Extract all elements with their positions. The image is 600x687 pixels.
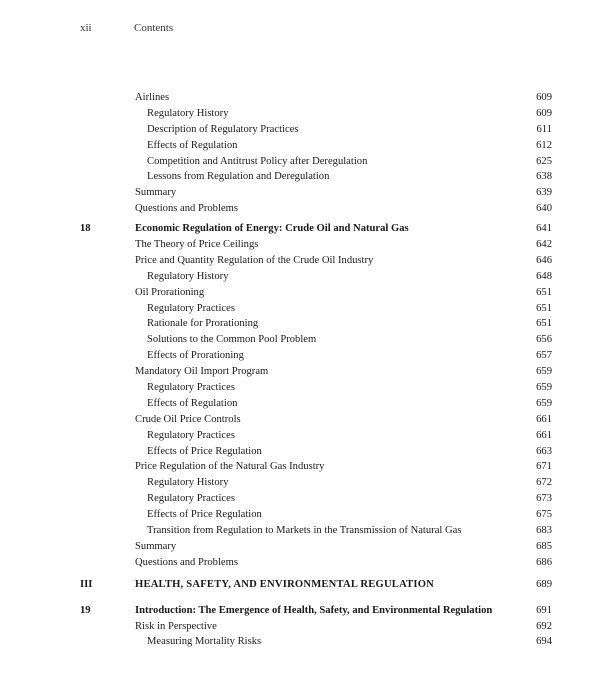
- toc-entry-title: Regulatory Practices: [147, 302, 235, 314]
- toc-entry-title: Airlines: [135, 92, 170, 103]
- toc-entry-page: 609: [536, 107, 552, 119]
- toc-entry-title: Price Regulation of the Natural Gas Industry: [135, 461, 325, 473]
- toc-section-entry: [0, 285, 600, 301]
- toc-entry-title: Questions and Problems: [135, 203, 238, 215]
- toc-entry-page: 625: [536, 155, 552, 167]
- page-header: [0, 22, 600, 38]
- toc-subsection-entry: [0, 380, 600, 396]
- toc-entry-page: 642: [536, 239, 552, 251]
- toc-entry-title: Measuring Mortality Risks: [147, 636, 262, 648]
- toc-entry-page: 648: [536, 270, 552, 282]
- toc-entry-page: 657: [536, 350, 552, 362]
- toc-entry-page: 675: [536, 509, 552, 521]
- toc-entry-page: 640: [536, 203, 552, 215]
- toc-subsection-entry: [0, 348, 600, 364]
- toc-subsection-entry: [0, 507, 600, 523]
- toc-section-entry: [0, 237, 600, 253]
- toc-subsection-entry: [0, 301, 600, 317]
- toc-subsection-entry: [0, 154, 600, 170]
- toc-entry-title: Regulatory Practices: [147, 429, 235, 441]
- toc-entry-number: III: [80, 578, 93, 590]
- toc-section-entry: [0, 412, 600, 428]
- toc-chapter-entry: [0, 603, 600, 619]
- toc-subsection-entry: [0, 428, 600, 444]
- toc-entry-title: Mandatory Oil Import Program: [135, 366, 269, 378]
- toc-entry-page: 651: [536, 318, 552, 330]
- toc-part-entry: [0, 577, 600, 593]
- toc-entry-page: 672: [536, 477, 552, 489]
- toc-entry-number: 18: [80, 223, 91, 235]
- toc-entry-title: Risk in Perspective: [135, 620, 217, 632]
- toc-entry-title: Effects of Price Regulation: [147, 509, 262, 521]
- toc-entry-title: Regulatory Practices: [147, 493, 235, 505]
- toc-section-entry: [0, 459, 600, 475]
- toc-entry-title: Solutions to the Common Pool Problem: [147, 334, 317, 346]
- toc-entry-title: Economic Regulation of Energy: Crude Oil and Natural Gas: [135, 223, 409, 235]
- toc-subsection-entry: [0, 106, 600, 122]
- toc-subsection-entry: [0, 396, 600, 412]
- toc-entry-title: Questions and Problems: [135, 556, 238, 568]
- toc-entry-page: 659: [536, 366, 552, 378]
- toc-subsection-entry: [0, 634, 600, 650]
- toc-entry-title: Effects of Regulation: [147, 397, 238, 409]
- toc-entry-page: 685: [536, 540, 552, 552]
- toc-entry-title: Regulatory History: [147, 270, 229, 282]
- toc-entry-title: Description of Regulatory Practices: [147, 123, 299, 135]
- toc-entry-title: Introduction: The Emergence of Health, Safety, and Environmental Regulation: [135, 604, 493, 616]
- toc-entry-page: 659: [536, 382, 552, 394]
- table-of-contents: [0, 90, 600, 650]
- toc-entry-title: Regulatory History: [147, 477, 229, 489]
- toc-entry-title: Crude Oil Price Controls: [135, 413, 241, 425]
- toc-entry-page: 692: [536, 620, 552, 632]
- page-number: xii: [80, 22, 92, 34]
- toc-entry-page: 694: [536, 636, 552, 648]
- toc-section-entry: [0, 90, 600, 106]
- toc-subsection-entry: [0, 169, 600, 185]
- toc-entry-page: 646: [536, 254, 552, 266]
- toc-section-entry: [0, 364, 600, 380]
- toc-section-entry: [0, 539, 600, 555]
- toc-entry-title: Effects of Price Regulation: [147, 445, 262, 457]
- toc-entry-page: 683: [536, 525, 552, 537]
- toc-subsection-entry: [0, 316, 600, 332]
- toc-subsection-entry: [0, 122, 600, 138]
- toc-entry-page: 639: [536, 187, 552, 199]
- toc-entry-page: 641: [536, 223, 552, 235]
- toc-entry-page: 671: [536, 461, 552, 473]
- toc-entry-title: Summary: [135, 540, 177, 552]
- toc-subsection-entry: [0, 491, 600, 507]
- toc-entry-title: Competition and Antitrust Policy after Deregulation: [147, 155, 368, 167]
- toc-entry-page: 651: [536, 286, 552, 298]
- toc-entry-title: Regulatory History: [147, 107, 229, 119]
- toc-entry-title: Effects of Regulation: [147, 139, 238, 151]
- toc-entry-page: 611: [536, 123, 552, 135]
- toc-entry-title: Transition from Regulation to Markets in the Transmission of Natural Gas: [147, 525, 462, 537]
- toc-entry-page: 689: [536, 578, 552, 590]
- toc-entry-title: Rationale for Prorationing: [147, 318, 259, 330]
- toc-entry-page: 673: [536, 493, 552, 505]
- toc-subsection-entry: [0, 138, 600, 154]
- toc-entry-page: 663: [536, 445, 552, 457]
- toc-chapter-entry: [0, 221, 600, 237]
- toc-entry-page: 656: [536, 334, 552, 346]
- toc-entry-page: 661: [536, 413, 552, 425]
- toc-entry-title: Lessons from Regulation and Deregulation: [147, 171, 330, 183]
- toc-entry-number: 19: [80, 604, 91, 616]
- toc-entry-page: 691: [536, 604, 552, 616]
- toc-subsection-entry: [0, 444, 600, 460]
- toc-entry-page: 661: [536, 429, 552, 441]
- toc-entry-page: 612: [536, 139, 552, 151]
- toc-entry-page: 686: [536, 556, 552, 568]
- toc-entry-title: HEALTH, SAFETY, AND ENVIRONMENTAL REGULATION: [135, 578, 435, 590]
- toc-subsection-entry: [0, 269, 600, 285]
- toc-section-entry: [0, 185, 600, 201]
- toc-entry-title: Regulatory Practices: [147, 382, 235, 394]
- toc-entry-page: 609: [536, 92, 552, 103]
- toc-subsection-entry: [0, 475, 600, 491]
- toc-entry-title: The Theory of Price Ceilings: [135, 239, 259, 251]
- toc-section-entry: [0, 619, 600, 635]
- toc-entry-title: Summary: [135, 187, 177, 199]
- toc-section-entry: [0, 555, 600, 571]
- toc-section-entry: [0, 253, 600, 269]
- toc-subsection-entry: [0, 523, 600, 539]
- running-title: Contents: [134, 22, 174, 34]
- toc-entry-page: 638: [536, 171, 552, 183]
- toc-entry-title: Effects of Prorationing: [147, 350, 244, 362]
- toc-entry-title: Oil Prorationing: [135, 286, 205, 298]
- toc-entry-title: Price and Quantity Regulation of the Crude Oil Industry: [135, 254, 374, 266]
- toc-entry-page: 651: [536, 302, 552, 314]
- toc-entry-page: 659: [536, 397, 552, 409]
- toc-section-entry: [0, 201, 600, 217]
- toc-subsection-entry: [0, 332, 600, 348]
